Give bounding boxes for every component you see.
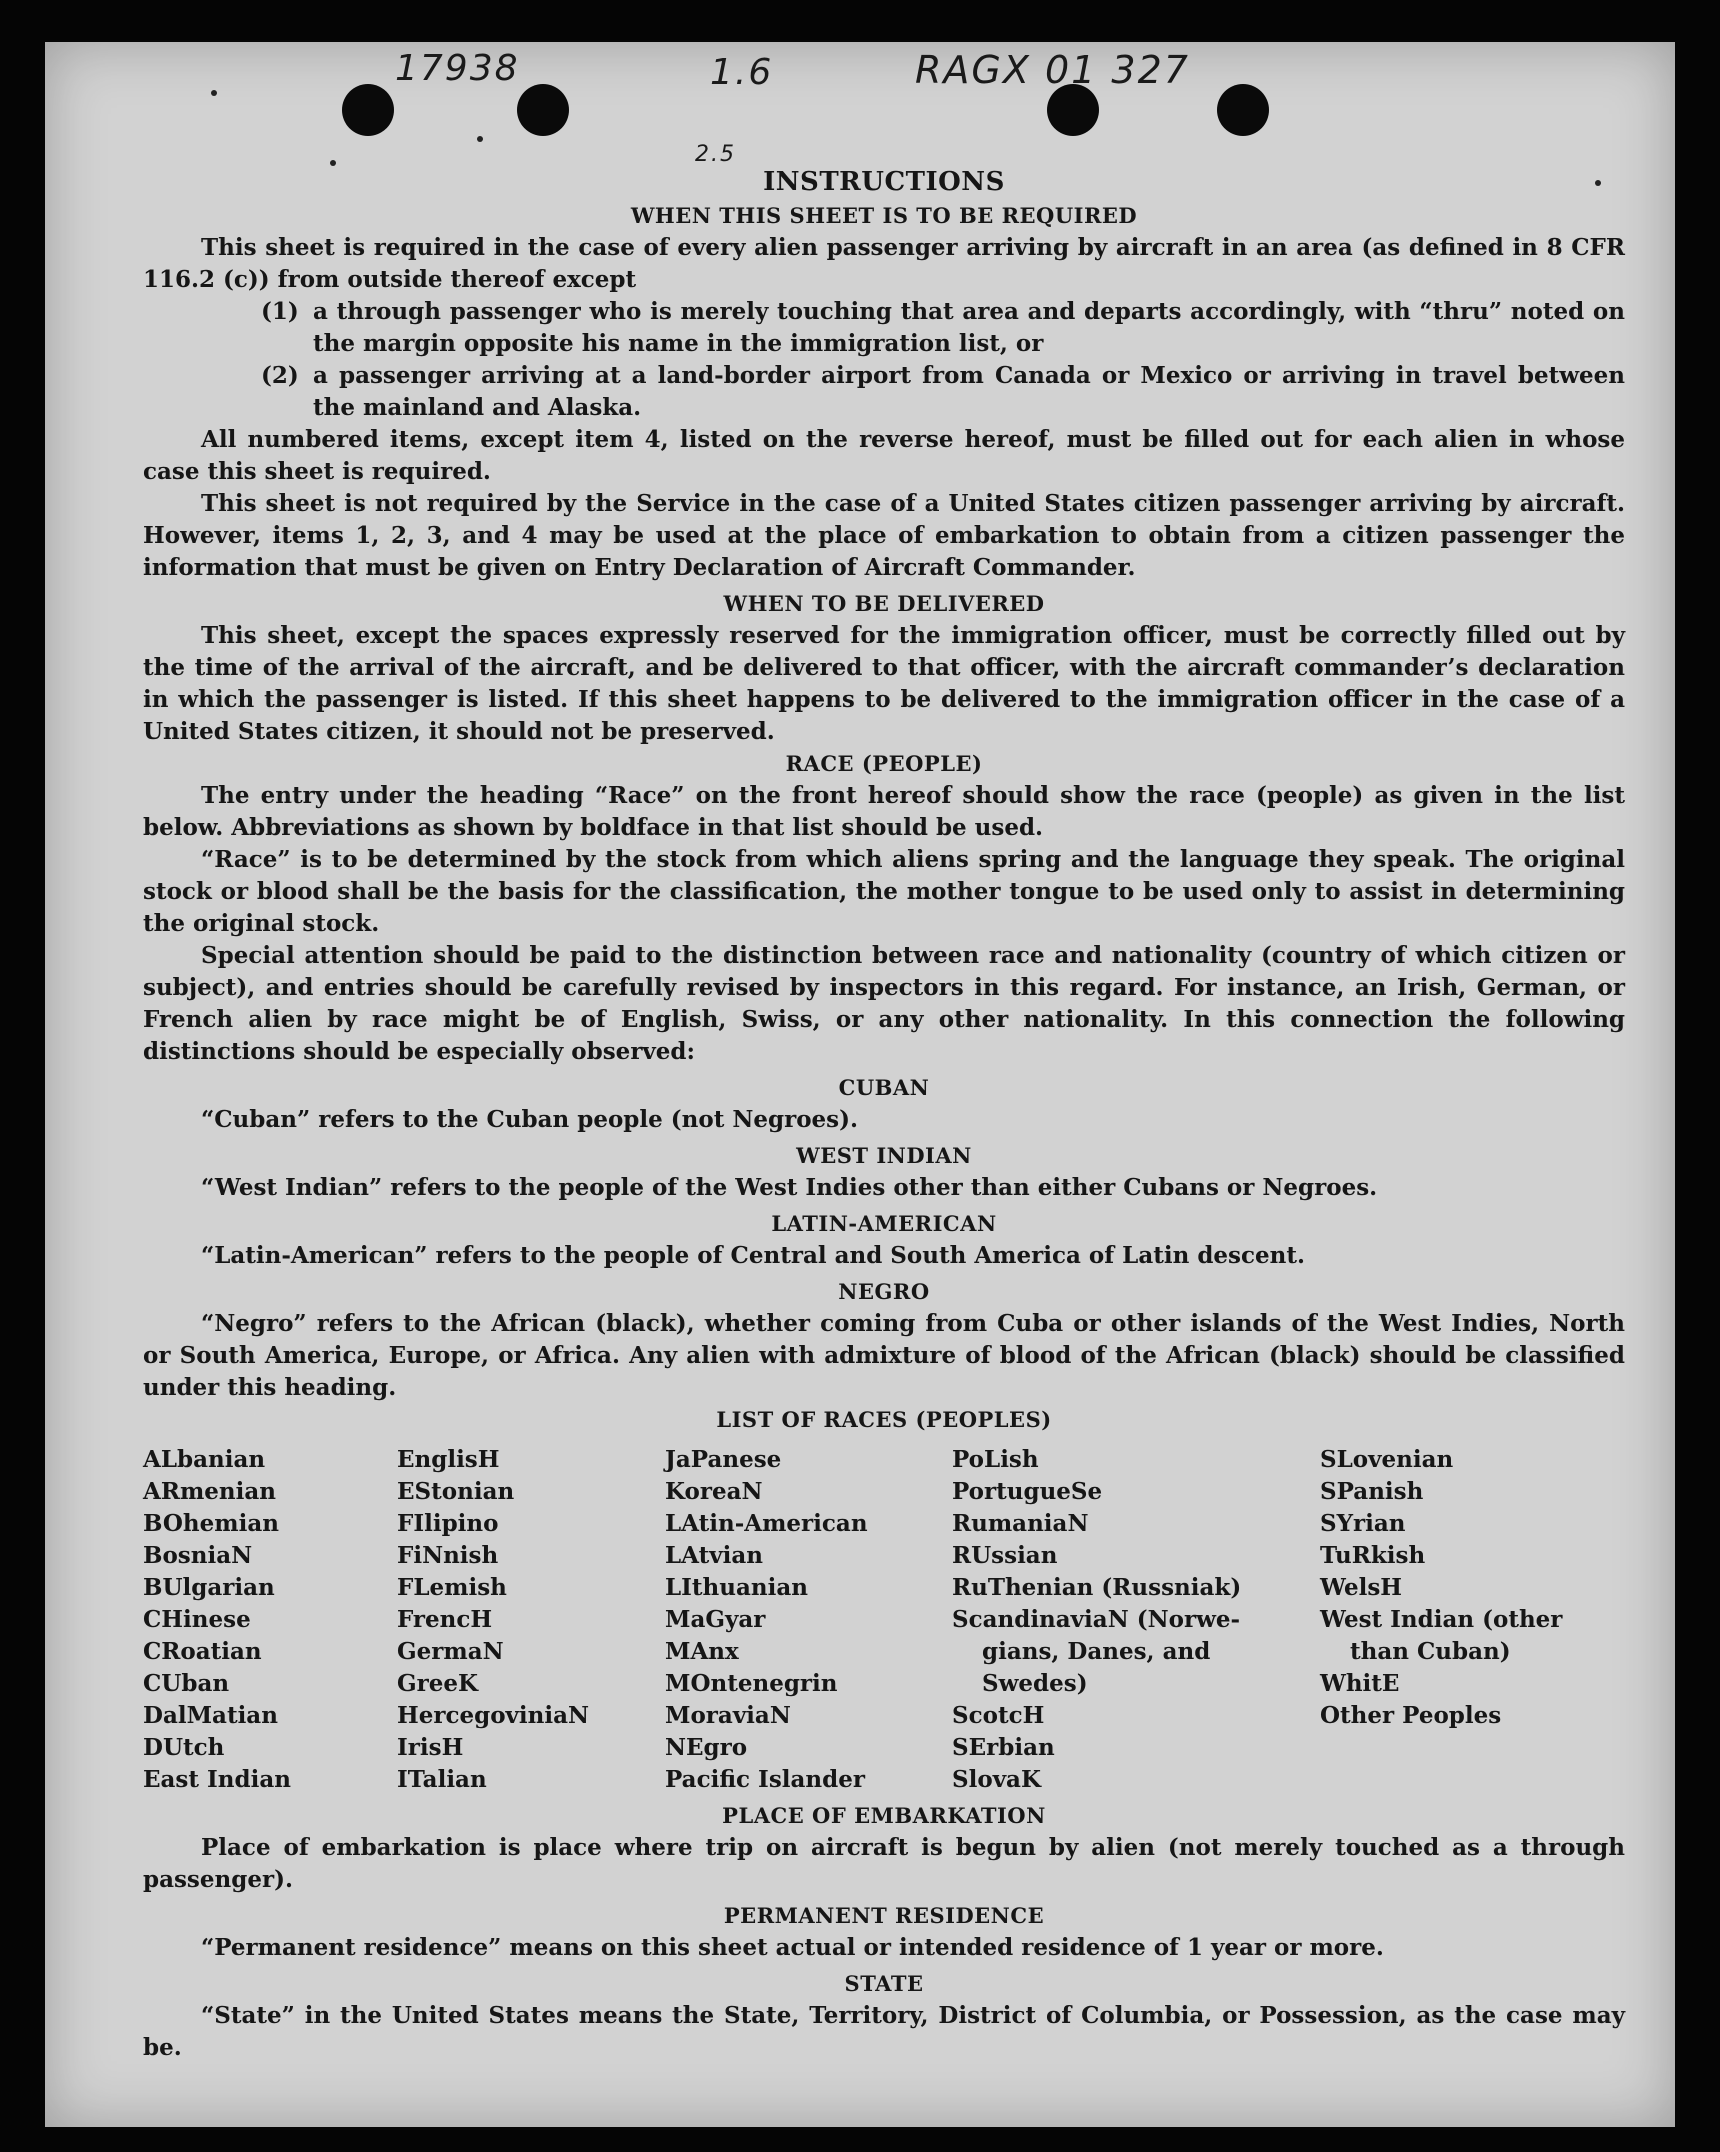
paragraph: “Negro” refers to the African (black), whether coming from Cuba or other islands of the West Indies, North or South America, Europe, or Africa. Any alien with admixture of blood of the African (black) should be classified under this heading.	[143, 1310, 1625, 1401]
item-number: (2)	[261, 362, 299, 389]
item-text: a passenger arriving at a land-border airport from Canada or Mexico or arriving in travel between the mainland and Alaska.	[313, 362, 1625, 421]
instructions-content	[143, 124, 1625, 2064]
heading-cuban: CUBAN	[838, 1075, 930, 1100]
list-item	[143, 360, 1625, 424]
handwritten-number-left: 17938	[395, 48, 520, 89]
race-entry: PoLish	[952, 1446, 1039, 1473]
race-entry: NEgro	[665, 1734, 748, 1761]
race-entry: IrisH	[397, 1734, 464, 1761]
race-entry: BOhemian	[143, 1510, 279, 1537]
race-entry: FiNnish	[397, 1542, 499, 1569]
race-entry: SErbian	[952, 1734, 1055, 1761]
paragraph: “Permanent residence” means on this sheet actual or intended residence of 1 year or more.	[201, 1934, 1384, 1961]
race-entry: RuThenian (Russniak)	[952, 1574, 1242, 1601]
race-entry: RumaniaN	[952, 1510, 1089, 1537]
race-entry: CHinese	[143, 1606, 251, 1633]
race-entry: FrencH	[397, 1606, 493, 1633]
races-column	[143, 1444, 397, 1796]
list-item	[143, 296, 1625, 360]
races-column	[397, 1444, 665, 1796]
heading-state: STATE	[844, 1971, 924, 1996]
heading-list-of-races: LIST OF RACES (PEOPLES)	[716, 1407, 1052, 1432]
race-entry: EnglisH	[397, 1446, 500, 1473]
race-entry: East Indian	[143, 1766, 291, 1793]
paragraph: All numbered items, except item 4, listed on the reverse hereof, must be filled out for each alien in whose case this sheet is required.	[143, 426, 1625, 485]
races-column	[952, 1444, 1320, 1796]
heading-place-of-embarkation: PLACE OF EMBARKATION	[722, 1803, 1046, 1828]
speck	[211, 90, 217, 96]
race-entry: ScandinaviaN (Norwe-	[952, 1606, 1241, 1633]
race-entry: ALbanian	[143, 1446, 266, 1473]
document-sheet	[45, 42, 1675, 2127]
race-entry: WelsH	[1320, 1574, 1403, 1601]
race-entry: RUssian	[952, 1542, 1058, 1569]
race-entry: ScotcH	[952, 1702, 1045, 1729]
race-entry: SLovenian	[1320, 1446, 1454, 1473]
race-entry: PortugueSe	[952, 1478, 1103, 1505]
races-column	[1320, 1444, 1625, 1796]
paragraph: Place of embarkation is place where trip on aircraft is begun by alien (not merely touched as a through passenger).	[143, 1834, 1625, 1893]
paragraph: This sheet is required in the case of every alien passenger arriving by aircraft in an area (as defined in 8 CFR 116.2 (c)) from outside thereof except	[143, 234, 1625, 293]
heading-race: RACE (PEOPLE)	[785, 751, 983, 776]
heading-when-required: WHEN THIS SHEET IS TO BE REQUIRED	[630, 203, 1138, 228]
item-number: (1)	[261, 298, 299, 325]
race-entry: SYrian	[1320, 1510, 1406, 1537]
heading-negro: NEGRO	[838, 1279, 930, 1304]
race-entry: WhitE	[1320, 1670, 1400, 1697]
races-list	[143, 1444, 1625, 1796]
race-entry: LAtin-American	[665, 1510, 868, 1537]
race-entry: Other Peoples	[1320, 1702, 1502, 1729]
paragraph: The entry under the heading “Race” on the front hereof should show the race (people) as given in the list below. Abbreviations as shown by boldface in that list should be used.	[143, 782, 1625, 841]
race-entry: MoraviaN	[665, 1702, 791, 1729]
race-entry-continuation: Swedes)	[982, 1670, 1088, 1697]
paragraph: “West Indian” refers to the people of the West Indies other than either Cubans or Negroes.	[201, 1174, 1378, 1201]
race-entry: FLemish	[397, 1574, 507, 1601]
handwritten-note-under-title: 2.5	[695, 142, 736, 167]
race-entry-continuation: than Cuban)	[1350, 1638, 1511, 1665]
item-text: a through passenger who is merely touching that area and departs accordingly, with “thru” noted on the margin opposite his name in the immigration list, or	[313, 298, 1625, 357]
heading-permanent-residence: PERMANENT RESIDENCE	[723, 1903, 1045, 1928]
paragraph: “State” in the United States means the State, Territory, District of Columbia, or Possession, as the case may be.	[143, 2002, 1625, 2061]
race-entry: BosniaN	[143, 1542, 253, 1569]
handwritten-number-right: RAGX 01 327	[915, 48, 1190, 92]
paragraph: This sheet is not required by the Service in the case of a United States citizen passenger arriving by aircraft. However, items 1, 2, 3, and 4 may be used at the place of embarkation to obtain from a citizen passenger the information that must be given on Entry Declaration of Aircraft Commander.	[143, 490, 1625, 581]
race-entry: West Indian (other	[1320, 1606, 1563, 1633]
paragraph: “Race” is to be determined by the stock from which aliens spring and the language they speak. The original stock or blood shall be the basis for the classification, the mother tongue to be used only to assist in determining the original stock.	[143, 846, 1625, 937]
paragraph: “Latin-American” refers to the people of Central and South America of Latin descent.	[201, 1242, 1305, 1269]
race-entry: KoreaN	[665, 1478, 763, 1505]
race-entry: Pacific Islander	[665, 1766, 865, 1793]
race-entry: DUtch	[143, 1734, 225, 1761]
race-entry: GreeK	[397, 1670, 479, 1697]
race-entry: GermaN	[397, 1638, 504, 1665]
heading-west-indian: WEST INDIAN	[796, 1143, 972, 1168]
paragraph: Special attention should be paid to the distinction between race and nationality (country of which citizen or subject), and entries should be carefully revised by inspectors in this regard. For instance, an Irish, German, or French alien by race might be of English, Swiss, or any other nationality. In this connection the following distinctions should be especially observed:	[143, 942, 1625, 1065]
race-entry: CUban	[143, 1670, 230, 1697]
race-entry: EStonian	[397, 1478, 515, 1505]
race-entry: DalMatian	[143, 1702, 278, 1729]
page-title: INSTRUCTIONS	[763, 167, 1005, 197]
heading-latin-american: LATIN-AMERICAN	[771, 1211, 997, 1236]
paragraph: This sheet, except the spaces expressly reserved for the immigration officer, must be correctly filled out by the time of the arrival of the aircraft, and be delivered to that officer, with the aircraft commander’s declaration in which the passenger is listed. If this sheet happens to be delivered to the immigration officer in the case of a United States citizen, it should not be preserved.	[143, 622, 1625, 745]
paragraph: “Cuban” refers to the Cuban people (not Negroes).	[201, 1106, 859, 1133]
heading-when-delivered: WHEN TO BE DELIVERED	[723, 591, 1045, 616]
races-column	[665, 1444, 952, 1796]
race-entry: TuRkish	[1320, 1542, 1426, 1569]
race-entry: ARmenian	[143, 1478, 277, 1505]
race-entry: HercegoviniaN	[397, 1702, 590, 1729]
race-entry: LAtvian	[665, 1542, 763, 1569]
race-entry-continuation: gians, Danes, and	[982, 1638, 1211, 1665]
race-entry: BUlgarian	[143, 1574, 275, 1601]
race-entry: CRoatian	[143, 1638, 262, 1665]
race-entry: JaPanese	[665, 1446, 782, 1473]
handwritten-number-middle: 1.6	[710, 52, 774, 93]
race-entry: ITalian	[397, 1766, 487, 1793]
race-entry: LIthuanian	[665, 1574, 808, 1601]
race-entry: MOntenegrin	[665, 1670, 838, 1697]
race-entry: MAnx	[665, 1638, 739, 1665]
race-entry: SPanish	[1320, 1478, 1424, 1505]
race-entry: SlovaK	[952, 1766, 1041, 1793]
race-entry: MaGyar	[665, 1606, 766, 1633]
race-entry: FIlipino	[397, 1510, 499, 1537]
